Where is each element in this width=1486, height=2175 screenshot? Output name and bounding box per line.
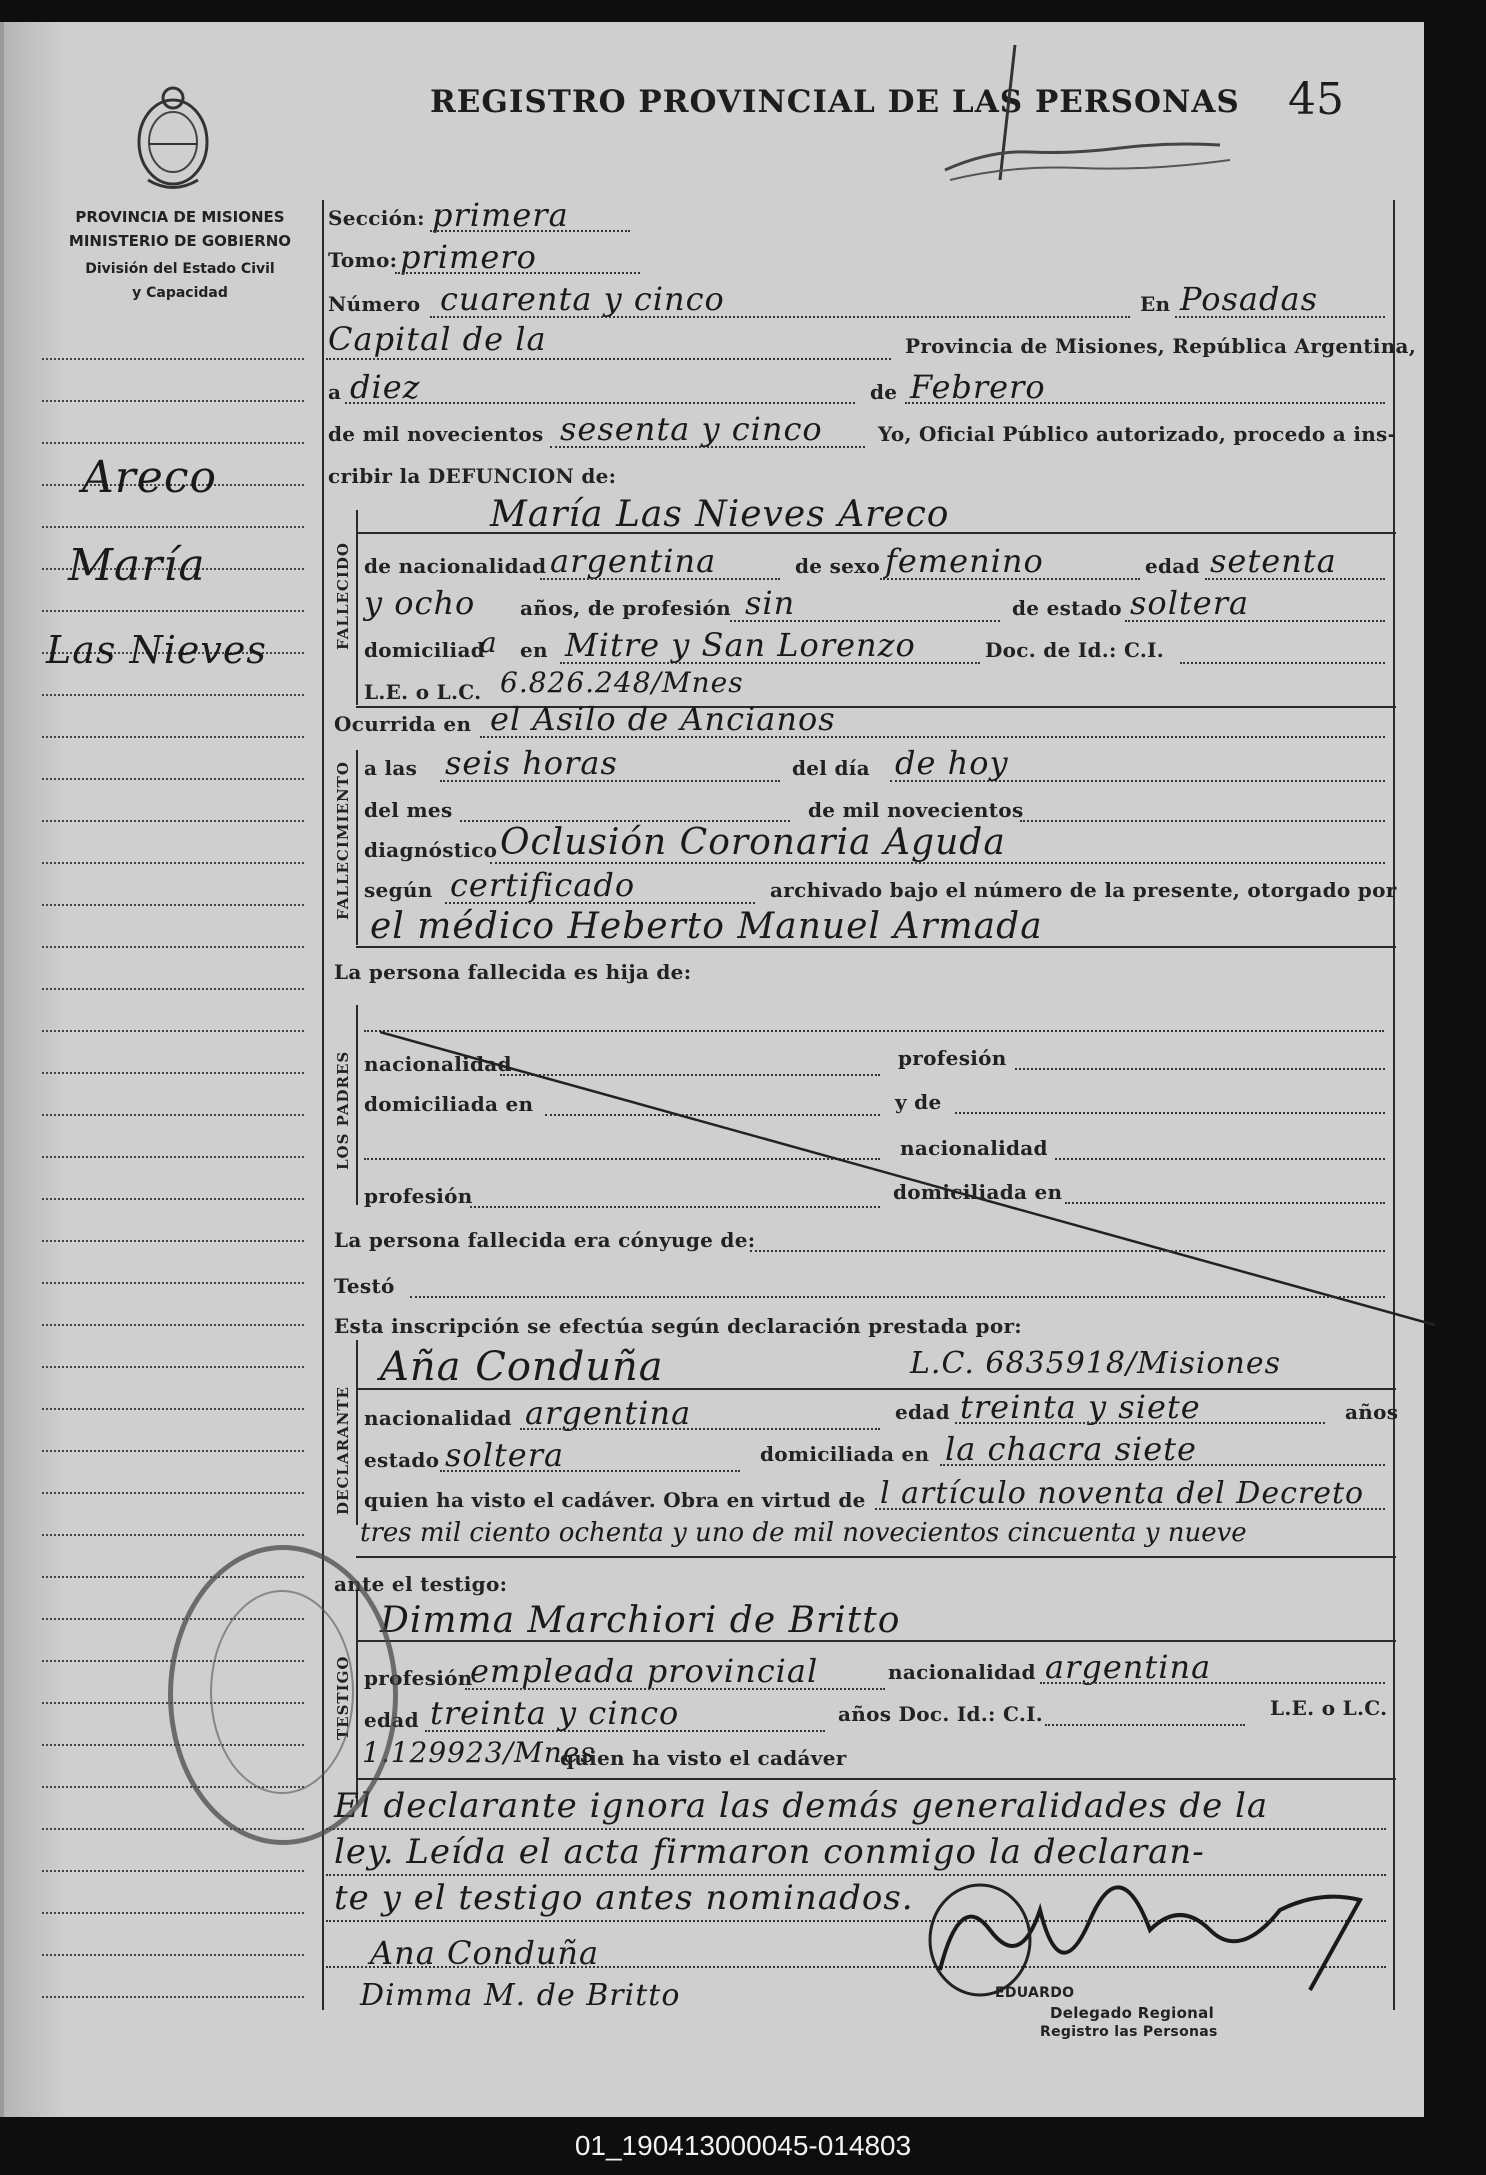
tomo-value: primero: [400, 238, 537, 276]
margin-ruled-line: [42, 610, 304, 612]
testo-line: [410, 1296, 1385, 1298]
declarante-documento: L.C. 6835918/Misiones: [910, 1346, 1281, 1381]
org-capacidad: y Capacidad: [132, 285, 228, 301]
numero-label: Número: [328, 292, 421, 316]
padres-y-de-label: y de: [895, 1090, 942, 1114]
padres-profesion2-label: profesión: [364, 1184, 473, 1208]
declarante-domicilio-line: [940, 1464, 1385, 1466]
declarante-bracket: [356, 1340, 358, 1525]
fallecimiento-dia-label: del día: [792, 756, 870, 780]
margin-ruled-line: [42, 1282, 304, 1284]
declarante-domicilio: la chacra siete: [945, 1430, 1197, 1468]
testigo-doc-label: años Doc. Id.: C.I.: [838, 1702, 1044, 1726]
fallecido-nombre: María Las Nieves Areco: [490, 494, 950, 535]
obs-rule-1: [326, 1828, 1386, 1830]
testigo-nacionalidad-line: [1040, 1682, 1385, 1684]
fallecido-domicilio-line: [560, 662, 980, 664]
oficial-signature: [920, 1870, 1400, 2010]
mes-value: Febrero: [910, 368, 1046, 406]
seccion-line: [430, 230, 630, 232]
conyuge-label: La persona fallecida era cónyuge de:: [334, 1228, 756, 1252]
padres-domiciliada-label: domiciliada en: [364, 1092, 534, 1116]
conyuge-line: [750, 1250, 1385, 1252]
declarante-anios-label: años: [1345, 1400, 1399, 1424]
fallecimiento-end-line: [356, 946, 1396, 948]
binding-spine: [4, 22, 64, 2117]
fallecimiento-medico: el médico Heberto Manuel Armada: [370, 906, 1043, 947]
declarante-intro: Esta inscripción se efectúa según declaración prestada por:: [334, 1314, 1022, 1338]
margin-ruled-line: [42, 778, 304, 780]
tomo-label: Tomo:: [328, 248, 398, 272]
testigo-edad-label: edad: [364, 1708, 419, 1732]
margin-ruled-line: [42, 1324, 304, 1326]
fallecimiento-segun-label: según: [364, 878, 433, 902]
fallecido-estado-label: de estado: [1012, 596, 1122, 620]
margin-ruled-line: [42, 1870, 304, 1872]
testigo-edad: treinta y cinco: [430, 1694, 680, 1732]
padres-nacionalidad2-label: nacionalidad: [900, 1136, 1048, 1160]
mil-label: de mil novecientos: [328, 422, 544, 446]
inscribir-text: cribir la DEFUNCION de:: [328, 464, 617, 488]
testigo-end-line: [356, 1778, 1396, 1780]
mes-line: [905, 402, 1385, 404]
oficial-sello-2: Delegado Regional: [1050, 2004, 1215, 2022]
margin-ruled-line: [42, 904, 304, 906]
fallecimiento-hora-line: [440, 780, 780, 782]
fallecido-documento: 6.826.248/Mnes: [500, 666, 744, 699]
margin-ruled-line: [42, 1492, 304, 1494]
margin-ruled-line: [42, 946, 304, 948]
fallecimiento-diagnostico-line: [490, 862, 1385, 864]
fallecido-en-label: en: [520, 638, 548, 662]
fallecido-doc-line: [1180, 662, 1385, 664]
fallecido-edad-1: setenta: [1210, 542, 1337, 580]
testigo-doc-line: [1045, 1724, 1245, 1726]
padres-hija-label: La persona fallecida es hija de:: [334, 960, 692, 984]
fallecido-edad-line: [1205, 578, 1385, 580]
testigo-documento: 1.129923/Mnes: [362, 1736, 596, 1769]
dia-value: diez: [350, 368, 421, 406]
testigo-nacionalidad-label: nacionalidad: [888, 1660, 1036, 1684]
margin-ruled-line: [42, 1156, 304, 1158]
fallecido-nacionalidad-line: [540, 578, 780, 580]
declarante-edad-label: edad: [895, 1400, 950, 1424]
ocurrida-label: Ocurrida en: [334, 712, 472, 736]
document-id: 01_190413000045-014803: [574, 2130, 912, 2161]
header-signature: [930, 40, 1250, 190]
a-label: a: [328, 380, 342, 404]
margin-ruled-line: [42, 694, 304, 696]
declarante-nacionalidad: argentina: [525, 1394, 692, 1432]
margin-ruled-line: [42, 1072, 304, 1074]
testigo-profesion-line: [465, 1688, 885, 1690]
margin-ruled-line: [42, 988, 304, 990]
margin-ruled-line: [42, 1240, 304, 1242]
ocurrida-value: el Asilo de Ancianos: [490, 700, 836, 738]
fallecimiento-dia-line: [890, 780, 1385, 782]
official-seal-inner: [210, 1590, 354, 1794]
margin-ruled-line: [42, 442, 304, 444]
fallecido-nacionalidad-label: de nacionalidad: [364, 554, 547, 578]
fallecimiento-diagnostico: Oclusión Coronaria Aguda: [500, 822, 1006, 863]
declarante-nacionalidad-label: nacionalidad: [364, 1406, 512, 1430]
tomo-line: [395, 272, 640, 274]
padres-section-label: LOS PADRES: [334, 1050, 352, 1170]
margin-ruled-line: [42, 1198, 304, 1200]
fallecido-sexo-line: [880, 578, 1140, 580]
declarante-virtud-line: [875, 1508, 1385, 1510]
fallecido-estado-line: [1125, 620, 1385, 622]
declarante-estado-line: [440, 1470, 740, 1472]
firma-testigo: Dimma M. de Britto: [360, 1978, 681, 2013]
fallecido-sexo-label: de sexo: [795, 554, 881, 578]
testigo-edad-line: [425, 1730, 825, 1732]
coat-of-arms-icon: [128, 80, 218, 195]
margin-ruled-line: [42, 526, 304, 528]
fallecido-section-label: FALLECIDO: [334, 542, 352, 650]
testigo-le-label: L.E. o L.C.: [1270, 1696, 1388, 1720]
fallecido-profesion: sin: [745, 584, 796, 622]
en-line: [1175, 316, 1385, 318]
fallecimiento-bracket: [356, 750, 358, 945]
page-title: REGISTRO PROVINCIAL DE LAS PERSONAS: [430, 84, 1240, 120]
observaciones-line-3: te y el testigo antes nominados.: [334, 1878, 914, 1918]
fallecido-edad-label: edad: [1145, 554, 1200, 578]
folio-number: 45: [1288, 74, 1344, 125]
org-division: División del Estado Civil: [85, 261, 275, 277]
padres-profesion-label: profesión: [898, 1046, 1007, 1070]
fallecimiento-mes-label: del mes: [364, 798, 453, 822]
declarante-nacionalidad-line: [520, 1428, 880, 1430]
testigo-section-label: TESTIGO: [334, 1655, 352, 1740]
declarante-estado: soltera: [445, 1436, 565, 1474]
fallecido-nacionalidad: argentina: [550, 542, 717, 580]
fallecido-domicilio: Mitre y San Lorenzo: [565, 626, 916, 664]
en-value: Posadas: [1180, 280, 1318, 318]
fallecimiento-segun: certificado: [450, 866, 636, 904]
de-label: de: [870, 380, 898, 404]
capital-value: Capital de la: [328, 320, 547, 358]
fallecido-edad-2: y ocho: [364, 584, 476, 622]
cancellation-strike: [380, 1030, 1440, 1330]
fallecimiento-diagnostico-label: diagnóstico: [364, 838, 498, 862]
testo-label: Testó: [334, 1274, 395, 1298]
declarante-section-label: DECLARANTE: [334, 1386, 352, 1515]
padres-domiciliada2-label: domiciliada en: [893, 1180, 1063, 1204]
capital-line: [326, 358, 891, 360]
ocurrida-line: [480, 736, 1385, 738]
margin-ruled-line: [42, 1114, 304, 1116]
org-province: PROVINCIA DE MISIONES: [75, 208, 285, 226]
seccion-value: primera: [432, 196, 569, 234]
dia-line: [345, 402, 855, 404]
fallecido-estado: soltera: [1130, 584, 1250, 622]
fallecido-domicilio-suffix: a: [480, 626, 498, 659]
fallecido-bracket: [356, 510, 358, 705]
margin-ruled-line: [42, 1366, 304, 1368]
observaciones-line-1: El declarante ignora las demás generalidades de la: [334, 1786, 1269, 1826]
provincia-text: Provincia de Misiones, República Argentina,: [905, 334, 1417, 358]
testigo-nombre: Dimma Marchiori de Britto: [380, 1600, 901, 1641]
margin-ruled-line: [42, 820, 304, 822]
org-ministry: MINISTERIO DE GOBIERNO: [68, 232, 292, 250]
declarante-decreto: tres mil ciento ochenta y uno de mil novecientos cincuenta y nueve: [360, 1518, 1247, 1548]
testigo-profesion: empleada provincial: [470, 1652, 819, 1690]
declarante-edad: treinta y siete: [960, 1388, 1201, 1426]
margin-ruled-line: [42, 736, 304, 738]
padres-nacionalidad-label: nacionalidad: [364, 1052, 512, 1076]
margin-ruled-line: [42, 862, 304, 864]
margin-ruled-line: [42, 1408, 304, 1410]
declarante-estado-label: estado: [364, 1448, 440, 1472]
fallecido-doc-label: Doc. de Id.: C.I.: [985, 638, 1165, 662]
fallecimiento-mil-label: de mil novecientos: [808, 798, 1024, 822]
margin-surname: Areco: [82, 452, 217, 503]
anio-value: sesenta y cinco: [560, 410, 823, 448]
fallecido-profesion-line: [730, 620, 1000, 622]
declarante-visto: quien ha visto el cadáver. Obra en virtud de: [364, 1488, 866, 1512]
declarante-virtud: l artículo noventa del Decreto: [880, 1476, 1365, 1511]
anio-line: [550, 446, 865, 448]
fallecimiento-dia: de hoy: [895, 744, 1009, 782]
margin-ruled-line: [42, 1954, 304, 1956]
margin-ruled-line: [42, 1996, 304, 1998]
fallecido-domicilio-label: domiciliad: [364, 638, 485, 662]
fallecimiento-hora: seis horas: [445, 744, 618, 782]
testigo-visto: quien ha visto el cadáver: [560, 1746, 847, 1770]
oficial-sello-1: EDUARDO: [995, 1985, 1075, 2001]
testigo-nacionalidad: argentina: [1045, 1648, 1212, 1686]
declarante-name-line: [356, 1388, 1396, 1390]
fallecimiento-a-las-label: a las: [364, 756, 418, 780]
padres-bracket: [356, 1005, 358, 1205]
fallecido-le-label: L.E. o L.C.: [364, 680, 482, 704]
margin-ruled-line: [42, 1534, 304, 1536]
fallecimiento-section-label: FALLECIMIENTO: [334, 761, 352, 920]
numero-value: cuarenta y cinco: [440, 280, 725, 318]
seccion-label: Sección:: [328, 206, 425, 230]
margin-ruled-line: [42, 358, 304, 360]
fallecimiento-segun-line: [445, 902, 755, 904]
margin-ruled-line: [42, 400, 304, 402]
testigo-name-line: [356, 1640, 1396, 1642]
firma-declarante: Ana Conduña: [370, 1934, 600, 1972]
fallecido-sexo: femenino: [885, 542, 1044, 580]
numero-line: [430, 316, 1130, 318]
declarante-nombre: Aña Conduña: [380, 1344, 664, 1390]
margin-ruled-line: [42, 1450, 304, 1452]
oficial-sello-3: Registro las Personas: [1040, 2024, 1218, 2040]
margin-ruled-line: [42, 1030, 304, 1032]
margin-second-name: Las Nieves: [46, 628, 267, 672]
observaciones-line-2: ley. Leída el acta firmaron conmigo la declaran-: [334, 1832, 1205, 1872]
en-label: En: [1140, 292, 1171, 316]
fallecido-nombre-line: [356, 532, 1396, 534]
fallecimiento-archivado: archivado bajo el número de la presente, otorgado por: [770, 878, 1397, 902]
declarante-domiciliada-label: domiciliada en: [760, 1442, 930, 1466]
declarante-end-line: [356, 1556, 1396, 1558]
fallecimiento-mil-line: [1020, 820, 1385, 822]
margin-ruled-line: [42, 1912, 304, 1914]
margin-given-name: María: [68, 540, 206, 591]
testigo-profesion-label: profesión: [364, 1666, 473, 1690]
fallecido-anios-label: años, de profesión: [520, 596, 732, 620]
declarante-edad-line: [955, 1422, 1325, 1424]
testigo-ante-label: ante el testigo:: [334, 1572, 508, 1596]
oficial-text: Yo, Oficial Público autorizado, procedo a ins-: [878, 422, 1397, 446]
